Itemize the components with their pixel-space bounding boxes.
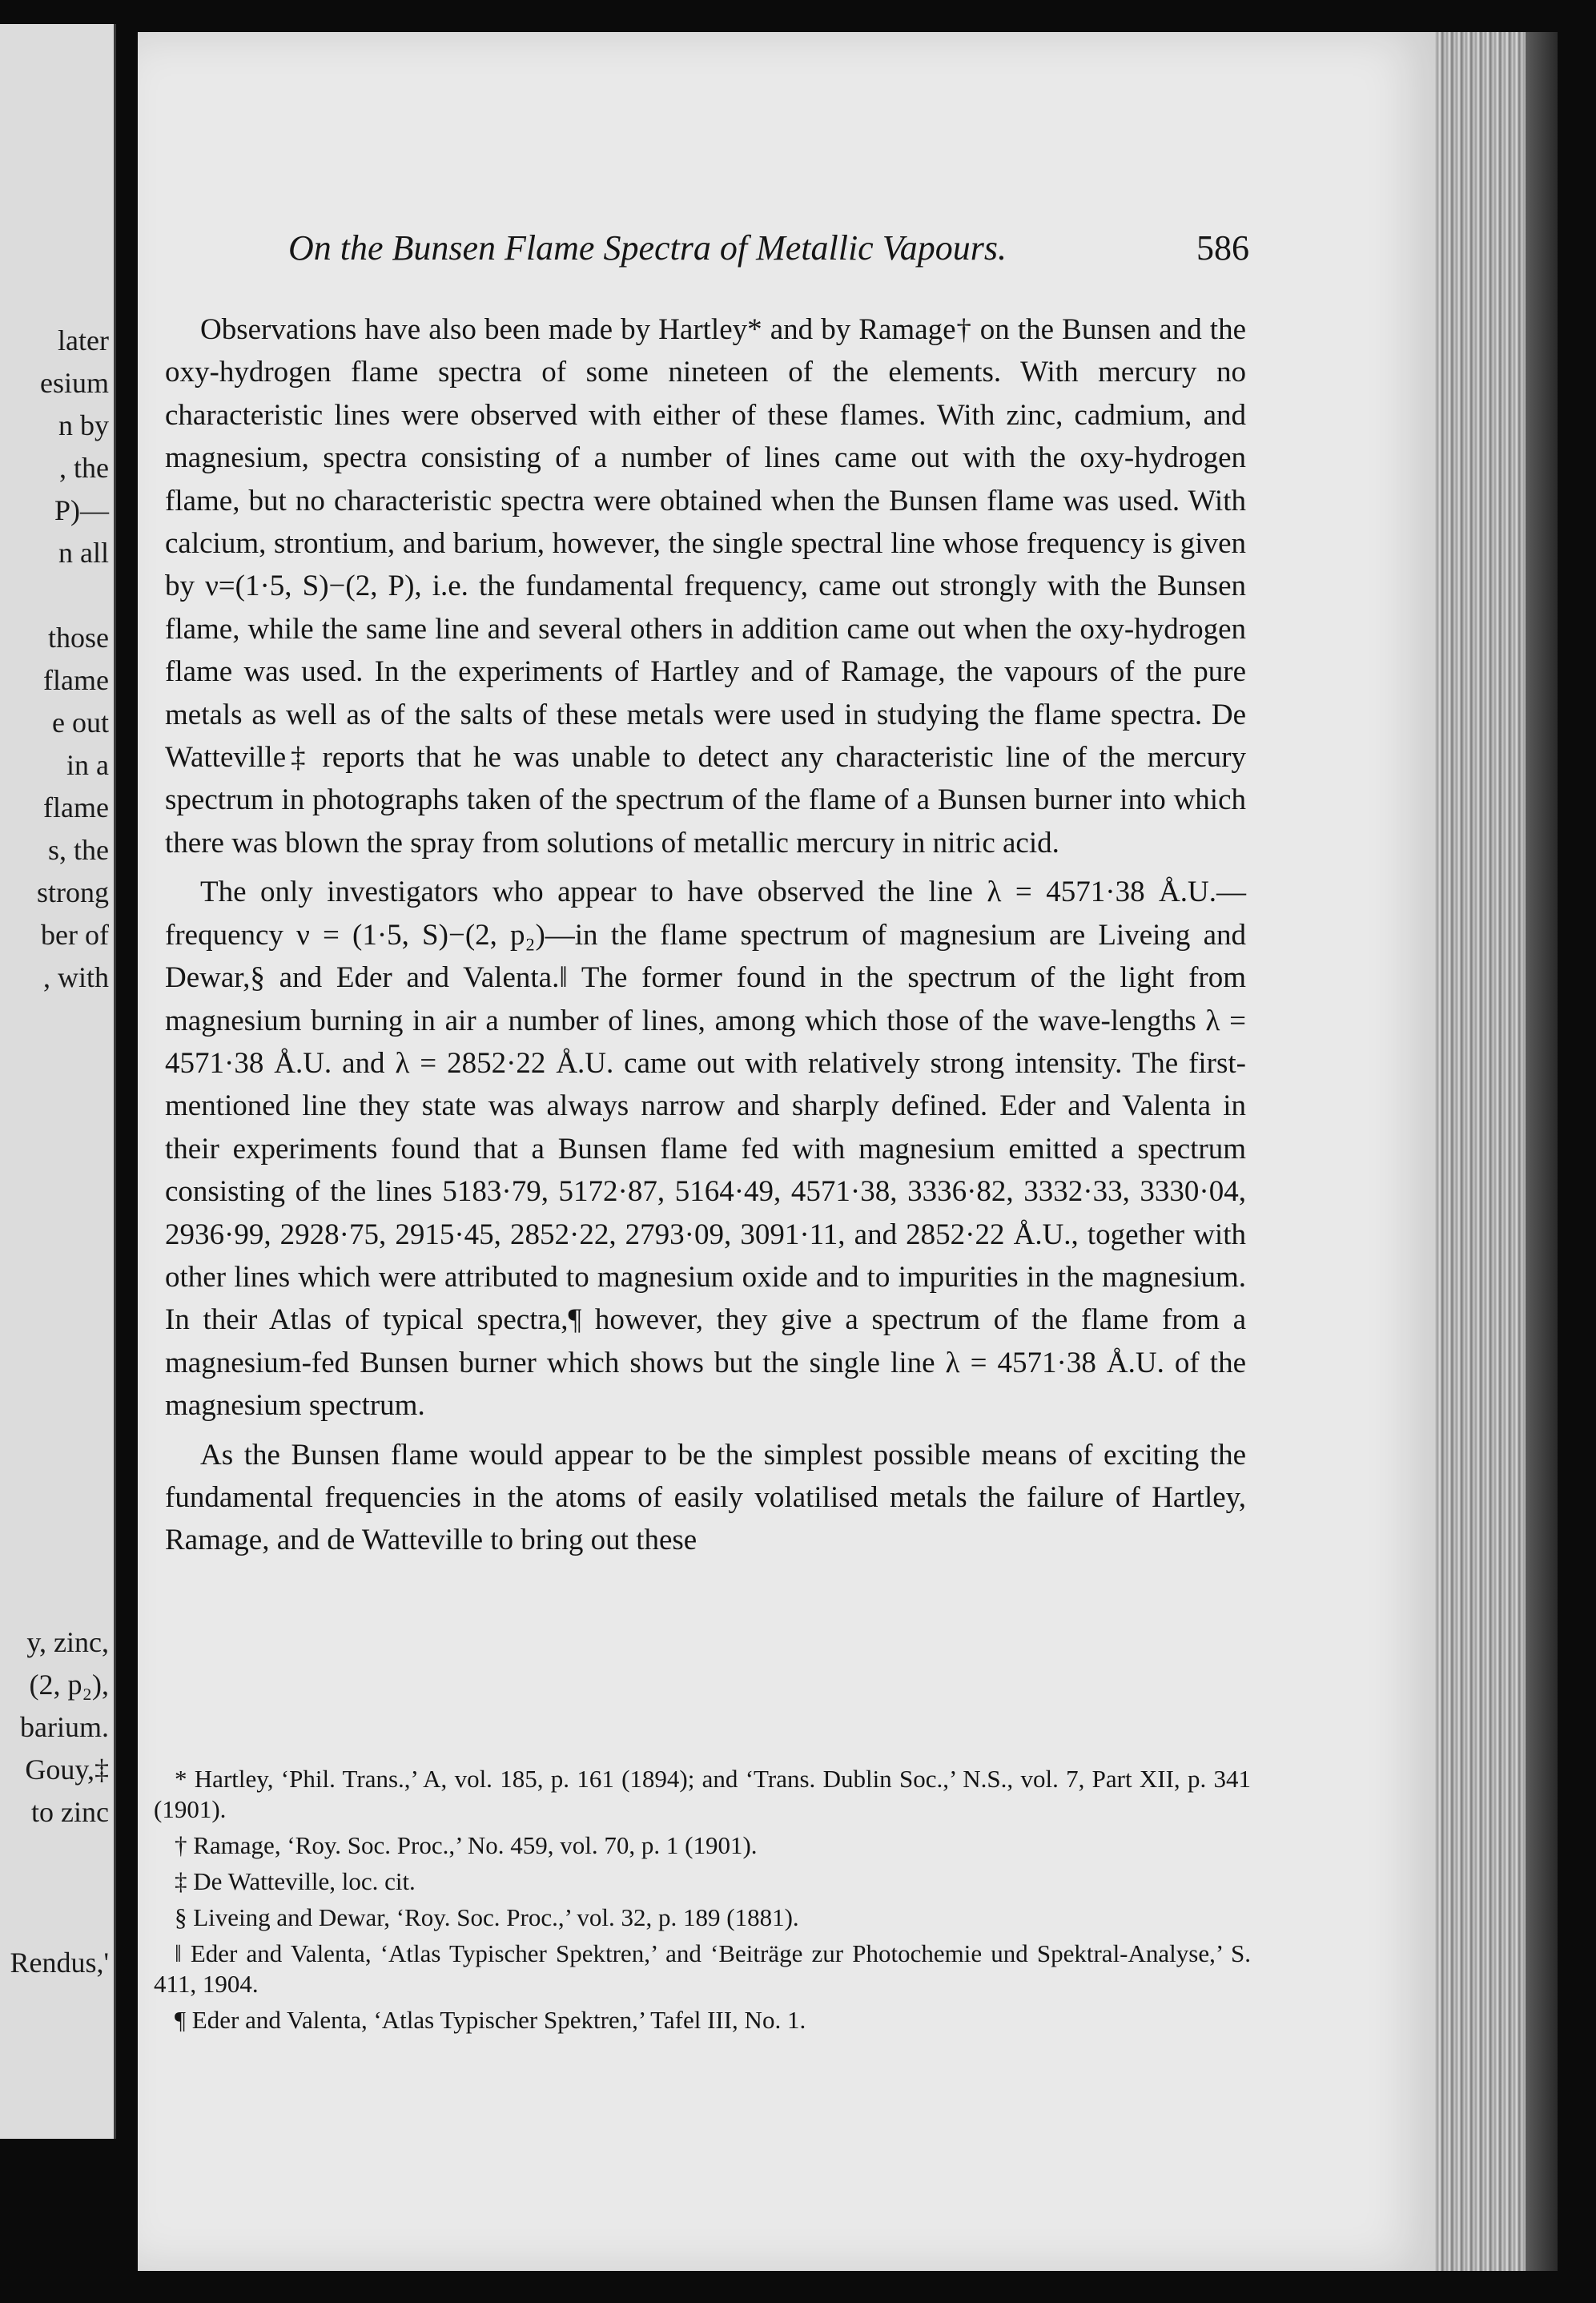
facing-page-fragment: barium. (20, 1711, 109, 1743)
facing-page-fragment: n by (58, 409, 109, 441)
facing-page-fragment: (2, p₂), (29, 1669, 109, 1701)
facing-page-fragment: to zinc (31, 1796, 109, 1828)
paragraph: As the Bunsen flame would appear to be the simplest possible means of exciting the fundamental frequencies in the atoms of easily volatilised metals the failure of Hartley, Ramage, and de Watteville to bring out these (165, 1438, 1246, 1557)
page-number: 586 (1196, 228, 1249, 268)
footnote: ¶ Eder and Valenta, ‘Atlas Typischer Spektren,’ Tafel III, No. 1. (175, 2006, 806, 2034)
facing-page-fragment: , the (59, 452, 109, 484)
footnote: ‡ De Watteville, loc. cit. (175, 1867, 416, 1895)
footnote: ‖ Eder and Valenta, ‘Atlas Typischer Spektren,’ and ‘Beiträge zur Photochemie und Spektral-Analyse,’ S. 411, 1904. (154, 1939, 1251, 1998)
facing-page-fragment: strong (37, 876, 109, 908)
facing-page-fragment: esium (40, 367, 109, 399)
footnote: * Hartley, ‘Phil. Trans.,’ A, vol. 185, p. 161 (1894); and ‘Trans. Dublin Soc.,’ N.S., vol. 7, Part XII, p. 341 (1901). (154, 1765, 1251, 1823)
facing-page-fragment: flame (43, 791, 109, 823)
running-header (151, 226, 1249, 274)
facing-page-fragment: , with (42, 961, 109, 993)
facing-page-fragment: P)— (54, 494, 109, 526)
facing-page-fragment: s, the (48, 834, 109, 866)
running-title: On the Bunsen Flame Spectra of Metallic Vapours. (288, 228, 1007, 268)
footnotes (154, 1764, 1251, 2041)
facing-page-fragment: later (58, 324, 109, 356)
facing-page-fragment: e out (52, 707, 109, 739)
paragraph: Observations have also been made by Hartley* and by Ramage† on the Bunsen and the oxy-hydrogen flame spectra of some nineteen of the elements. With mercury no characteristic lines were observed with either of these flames. With zinc, cadmium, and magnesium, spectra consisting of a number of lines came out with the oxy-hydrogen flame, but no characteristic spectra were obtained when the Bunsen flame was used. With calcium, strontium, and barium, however, the single spectral line whose frequency is given by ν=(1·5, S)−(2, P), i.e. the fundamental frequency, came out strongly with the Bunsen flame, while the same line and several others in addition came out when the oxy-hydrogen flame was used. In the experiments of Hartley and of Ramage, the vapours of the pure metals as well as of the salts of these metals were used in studying the flame spectra. De Watteville‡ reports that he was unable to detect any characteristic line of the mercury spectrum in photographs taken of the spectrum of the flame of a Bunsen burner into which there was blown the spray from solutions of metallic mercury in nitric acid. (165, 313, 1246, 860)
paragraph: The only investigators who appear to have observed the line λ = 4571·38 Å.U.—frequency ν = (1·5, S)−(2, p₂)—in the flame spectrum of magnesium are Liveing and Dewar,§ and Eder and Valenta.‖ The former found in the spectrum of the light from magnesium burning in air a number of lines, among which those of the wave-lengths λ = 4571·38 Å.U. and λ = 2852·22 Å.U. came out with relatively strong intensity. The first-mentioned line they state was always narrow and sharply defined. Eder and Valenta in their experiments found that a Bunsen flame fed with magnesium emitted a spectrum consisting of the lines 5183·79, 5172·87, 5164·49, 4571·38, 3336·82, 3332·33, 3330·04, 2936·99, 2928·75, 2915·45, 2852·22, 2793·09, 3091·11, and 2852·22 Å.U., together with other lines which were attributed to magnesium oxide and to impurities in the magnesium. In their Atlas of typical spectra,¶ however, they give a spectrum of the flame from a magnesium-fed Bunsen burner which shows but the single line λ = 4571·38 Å.U. of the magnesium spectrum. (165, 876, 1246, 1423)
book-cover-edge (1526, 32, 1558, 2271)
facing-page-fragment: in a (66, 749, 109, 781)
body-text (165, 308, 1246, 1562)
facing-page-fragment: Rendus,' (10, 1947, 109, 1979)
footnote: § Liveing and Dewar, ‘Roy. Soc. Proc.,’ vol. 32, p. 189 (1881). (175, 1903, 799, 1931)
facing-page-edge (0, 24, 116, 2139)
footnote: † Ramage, ‘Roy. Soc. Proc.,’ No. 459, vol. 70, p. 1 (1901). (175, 1831, 758, 1859)
facing-page-fragment: flame (43, 664, 109, 696)
facing-page-fragment: y, zinc, (26, 1626, 109, 1658)
facing-page-fragment: Gouy,‡ (25, 1753, 109, 1786)
facing-page-fragment: ber of (41, 919, 109, 951)
facing-page-fragment: those (48, 622, 109, 654)
facing-page-fragment: n all (58, 537, 109, 569)
